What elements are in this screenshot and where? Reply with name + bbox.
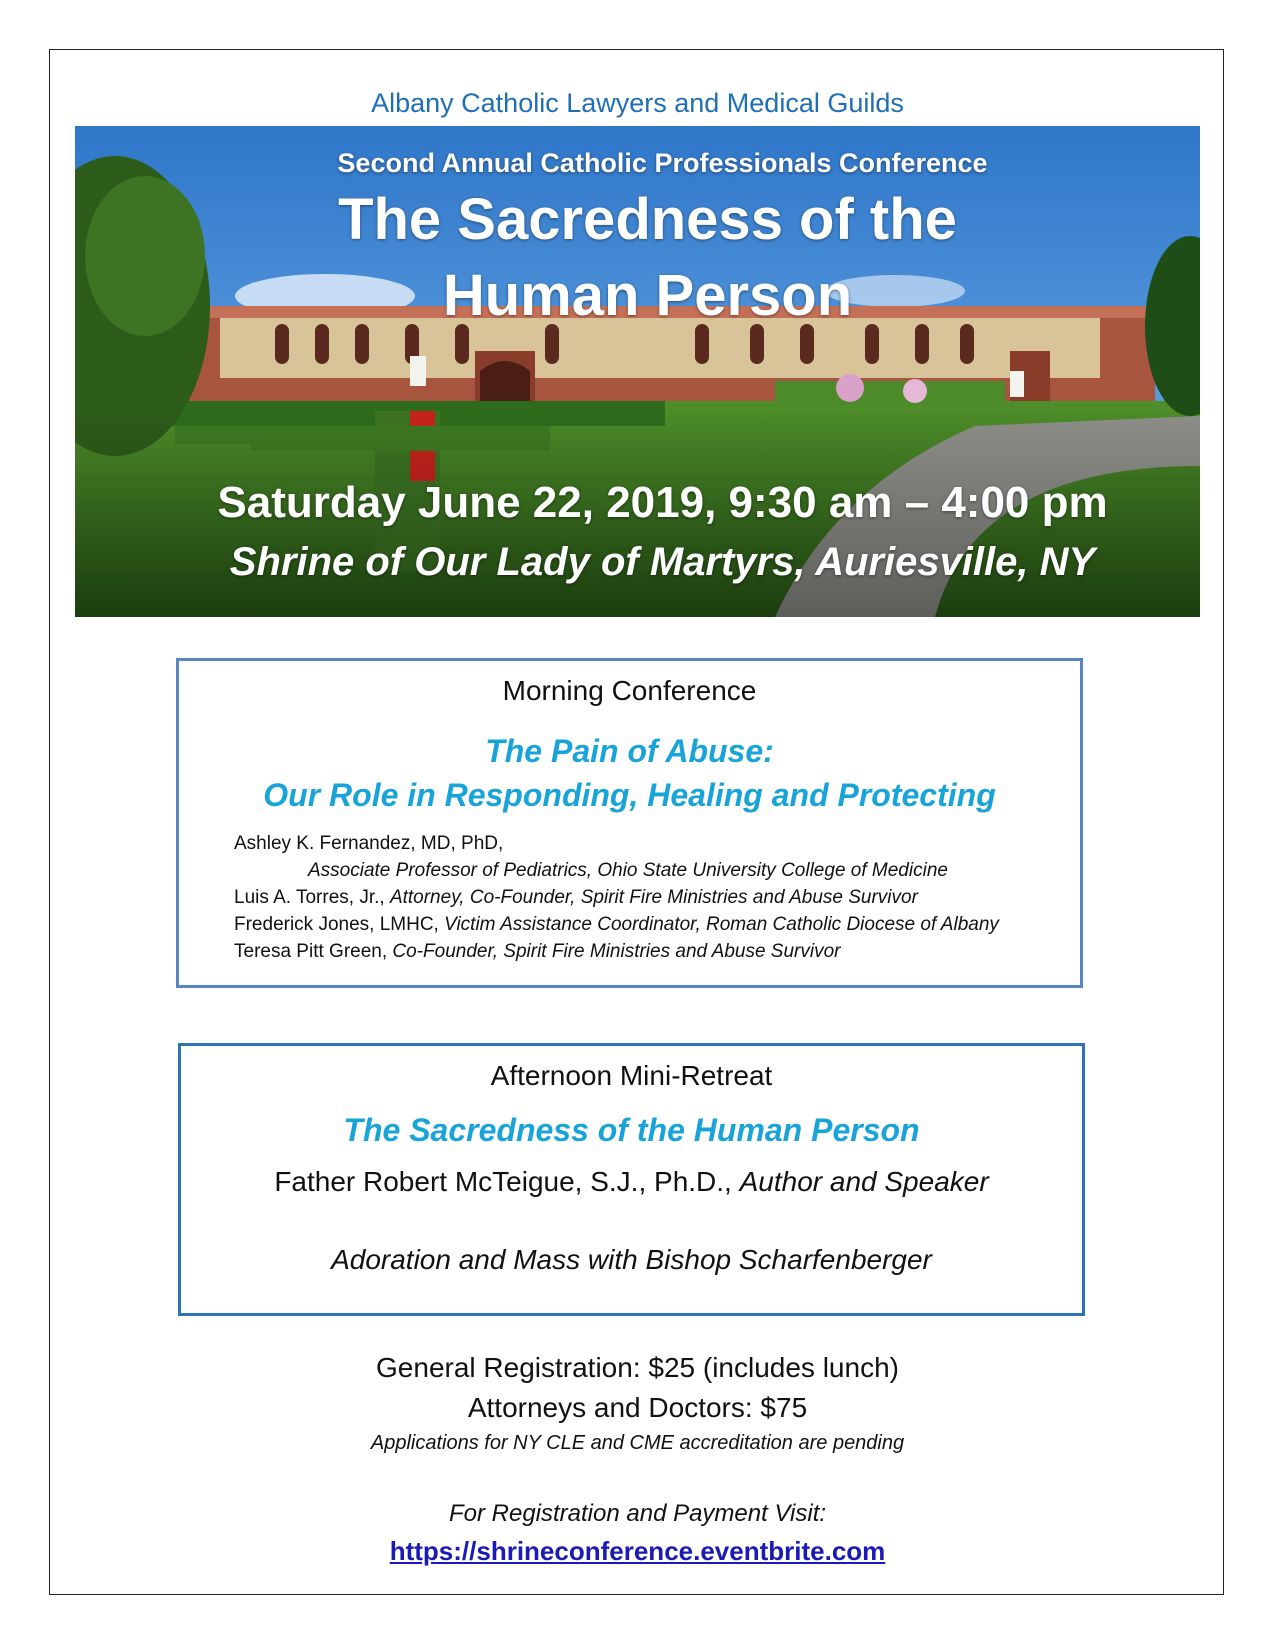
- registration-link[interactable]: https://shrineconference.eventbrite.com: [389, 1536, 886, 1566]
- speaker-role: Attorney, Co-Founder, Spirit Fire Ministries and Abuse Survivor: [389, 887, 918, 908]
- registration-visit-label: For Registration and Payment Visit:: [448, 1500, 827, 1527]
- conference-subtitle: Second Annual Catholic Professionals Conference: [337, 148, 988, 178]
- conference-title-line1: The Sacredness of the: [338, 187, 957, 252]
- event-location: Shrine of Our Lady of Martyrs, Auriesville, NY: [229, 540, 1096, 584]
- afternoon-retreat-box: [178, 1043, 1085, 1316]
- professional-registration: Attorneys and Doctors: $75: [467, 1392, 808, 1423]
- speaker-line: [308, 860, 948, 882]
- morning-heading: Morning Conference: [502, 675, 757, 706]
- speaker-role: Co-Founder, Spirit Fire Ministries and Abuse Survivor: [392, 941, 841, 962]
- speaker-line: [234, 887, 918, 909]
- speaker-line: [234, 833, 503, 855]
- afternoon-speaker: [181, 1166, 1082, 1198]
- speaker-role: Victim Assistance Coordinator, Roman Catholic Diocese of Albany: [444, 914, 999, 935]
- event-date-time: Saturday June 22, 2019, 9:30 am – 4:00 pm: [217, 478, 1108, 527]
- speaker-name: Ashley K. Fernandez, MD, PhD,: [234, 833, 504, 854]
- speaker-name: Luis A. Torres, Jr.,: [234, 887, 385, 908]
- morning-conference-box: [176, 658, 1083, 988]
- hero-banner: [75, 126, 1200, 617]
- afternoon-speaker-name: Father Robert McTeigue, S.J., Ph.D.,: [274, 1166, 732, 1197]
- morning-topic-line1: The Pain of Abuse:: [485, 733, 774, 769]
- speaker-name: Frederick Jones, LMHC,: [234, 914, 439, 935]
- afternoon-topic: The Sacredness of the Human Person: [343, 1112, 920, 1148]
- accreditation-note: Applications for NY CLE and CME accreditation are pending: [370, 1432, 905, 1454]
- conference-title-line2: Human Person: [442, 263, 853, 328]
- speaker-name: Teresa Pitt Green,: [234, 941, 388, 962]
- general-registration: General Registration: $25 (includes lunch): [376, 1352, 899, 1383]
- afternoon-heading: Afternoon Mini-Retreat: [490, 1060, 773, 1091]
- speaker-line: [234, 941, 840, 963]
- organization-name: Albany Catholic Lawyers and Medical Guilds: [371, 88, 904, 118]
- speaker-line: [234, 914, 999, 936]
- morning-topic-line2: Our Role in Responding, Healing and Protecting: [263, 777, 996, 813]
- speaker-role: Associate Professor of Pediatrics, Ohio State University College of Medicine: [308, 860, 948, 881]
- adoration-mass: Adoration and Mass with Bishop Scharfenberger: [331, 1244, 932, 1275]
- afternoon-speaker-role: Author and Speaker: [739, 1166, 989, 1197]
